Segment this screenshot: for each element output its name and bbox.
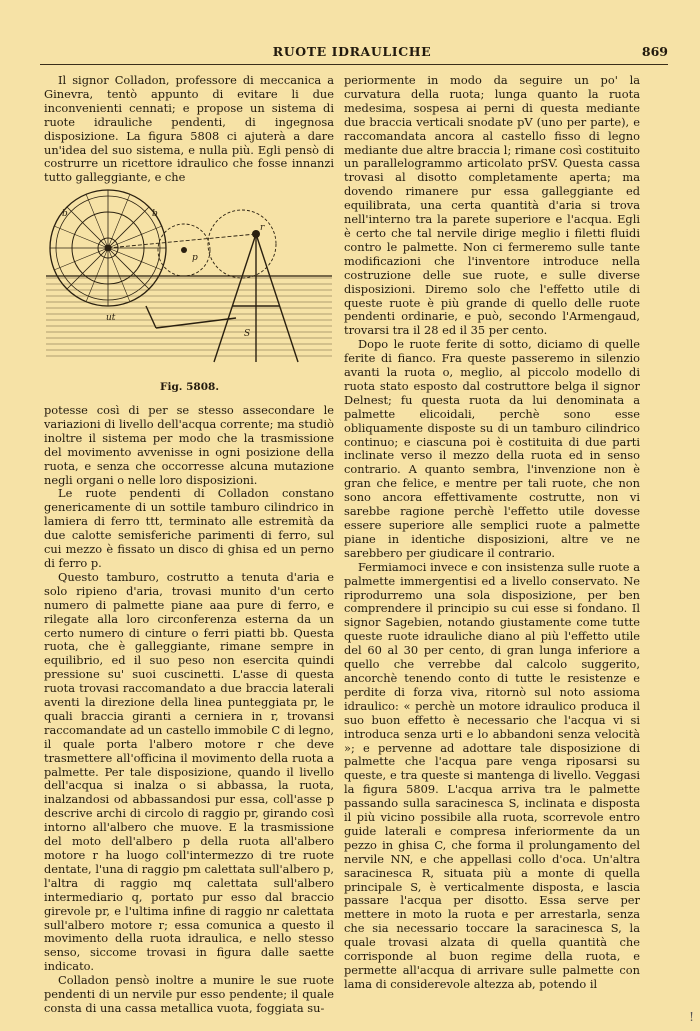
figure-label: b — [152, 209, 158, 219]
left-column-top — [44, 74, 334, 185]
paragraph: Colladon pensò inoltre a munire le sue ruote pendenti di un nervile pur esso pendente; il quale consta di una cassa metallica vuota, foggiata su- — [44, 973, 334, 1015]
paragraph: Il signor Colladon, professore di meccanica a Ginevra, tentò appunto di evitare li due inconvenienti cennati; e propose un sistema di ruote idrauliche pendenti, di ingegnosa disposizione. La figura 5808 ci ajuterà a dare un'idea del suo sistema, e nulla più. Egli pensò di costrurre un ricettore idraulico che fosse innanzi tutto galleggiante, e che — [44, 73, 334, 185]
figure-label: p — [192, 253, 198, 263]
figure-label: S — [244, 329, 251, 339]
figure-label: b — [62, 209, 68, 219]
left-column-bottom — [44, 404, 334, 1016]
figure-caption: Fig. 5808. — [160, 381, 219, 393]
page-number: 869 — [641, 44, 668, 59]
figure-label: ut — [106, 313, 116, 323]
paragraph: periormente in modo da seguire un po' la curvatura della ruota; lunga quanto la ruota medesima, sospesa ai perni di questa mediante due braccia verticali snodate pV (uno per parte), e raccomandata ancora al castello fisso di legno mediante due altre braccia l; rimane così costituito un parallelogrammo articolato prSV. Questa cassa trovasi al disotto completamente aperta; ma dovendo rimanere pur essa galleggiante ed equilibrata, una certa quantità d'aria si trova nell'interno tra la parete superiore e l'acqua. Egli è certo che tal nervile dirige meglio i filetti fluidi contro le palmette. Non ci fermeremo sulle tante modificazioni che l'inventore introduce nella costruzione delle sue ruote, e sulle diverse disposizioni. Diremo solo che l'effetto utile di queste ruote è più grande di quello delle ruote pendenti ordinarie, e può, secondo l'Armengaud, trovarsi tra il 28 ed il 35 per cento. — [344, 73, 640, 338]
paragraph: Dopo le ruote ferite di sotto, diciamo di quelle ferite di fianco. Fra queste passeremo in silenzio avanti la ruota o, meglio, al piccolo modello di ruota stato esposto dal costruttore belga il signor Delnest; fu questa ruota da lui denominata a palmette elicoidali, perchè sono esse obliquamente disposte su di un tamburo cilindrico continuo; e ciascuna poi è costituita di due parti inclinate verso il mezzo della ruota ed in senso contrario. A quanto sembra, l'invenzione non è gran che felice, e mentre per tali ruote, che non sono ancora effettivamente costrutte, non vi sarebbe ragione perchè l'effetto utile dovesse essere superiore alle semplici ruote a palmette piane in identiche disposizioni, altre ve ne sarebbero per giudicare il contrario. — [344, 337, 640, 560]
running-title: RUOTE IDRAULICHE — [272, 44, 432, 59]
paragraph: potesse così di per se stesso assecondare le variazioni di livello dell'acqua corrente; ma studiò inoltre il sistema per modo che la trasmissione del movimento avvenisse in ogni posizione della ruota, e senza che occorresse alcuna mutazione negli organi o nelle loro disposizioni. — [44, 403, 334, 487]
edge-mark: ! — [689, 1010, 694, 1024]
paragraph: Questo tamburo, costrutto a tenuta d'aria e solo ripieno d'aria, trovasi munito d'un certo numero di palmette piane aaa pure di ferro, e rilegate alla loro circonferenza esterna da un certo numero di cinture o ferri piatti bb. Questa ruota, che è galleggiante, rimane sempre in equilibrio, ed il suo peso non esercita quindi pressione su' suoi cuscinetti. L'asse di questa ruota trovasi raccomandato a due braccia laterali aventi la direzione della linea punteggiata pr, le quali braccia giranti a cerniera in r, trovansi raccomandate ad un castello immobile C di legno, il quale porta l'albero motore r che deve trasmettere all'officina il movimento della ruota a palmette. Per tale disposizione, quando il livello dell'acqua si inalza o si abbassa, la ruota, inalzandosi od abbassandosi pur essa, coll'asse p descrive archi di circolo di raggio pr, girando così intorno all'albero che muove. E la trasmissione del moto dell'albero p della ruota all'albero motore r ha luogo coll'intermezzo di tre ruote dentate, l'una di raggio pm calettata sull'albero p, l'altra di raggio mq calettata sull'albero intermediario q, portato pur esso dal braccio girevole pr, e l'ultima infine di raggio nr calettata sull'albero motore r; essa comunica a questo il movimento della ruota idraulica, e nello stesso senso, siccome trovasi in figura dalle saette indicato. — [44, 569, 334, 974]
figure-illustration — [46, 186, 332, 364]
header-rule — [40, 64, 668, 65]
paddle-wheel-engraving — [46, 186, 332, 364]
figure-label: r — [260, 223, 265, 233]
paragraph: Fermiamoci invece e con insistenza sulle ruote a palmette immergentisi ed a livello conservato. Ne riprodurremo una sola disposizione, per ben comprendere il principio su cui esse si fondano. Il signor Sagebien, notando giustamente come tutte queste ruote idrauliche diano al più l'effetto utile del 60 al 30 per cento, di gran lunga inferiore a quello che verrebbe dal calcolo suggerito, ancorchè tenendo conto di tutte le resistenze e perdite di forza viva, ritornò sul noto assioma idraulico: « perchè un motore idraulico produca il suo buon effetto è necessario che l'acqua vi si introduca senza urti e lo abbandoni senza velocità »; e pervenne ad adottare tale disposizione di palmette che l'acqua pare venga riposarsi su queste, e tra queste si mantenga di livello. Veggasi la figura 5809. L'acqua arriva tra le palmette passando sulla saracinesca S, inclinata e disposta il più vicino possibile alla ruota, scorrevole entro guide laterali e compresa inferiormente da un pezzo in ghisa C, che forma il prolungamento del nervile NN, e che appellasi collo d'oca. Un'altra saracinesca R, situata più a monte di quella principale S, è verticalmente disposta, e lascia passare l'acqua per disotto. Essa serve per mettere in moto la ruota e per arrestarla, senza che sia necessario toccare la saracinesca S, la quale trovasi alzata di quella quantità che corrisponde al buon regime della ruota, e permette all'acqua di arrivare sulle palmette con lama di considerevole altezza ab, potendo il — [344, 559, 640, 991]
paragraph: Le ruote pendenti di Colladon constano genericamente di un sottile tamburo cilindrico in lamiera di ferro ttt, terminato alle estremità da due calotte semisferiche parimenti di ferro, sul cui mezzo è fissato un disco di ghisa ed un perno di ferro p. — [44, 486, 334, 570]
running-header — [36, 44, 668, 62]
right-column — [344, 74, 640, 992]
